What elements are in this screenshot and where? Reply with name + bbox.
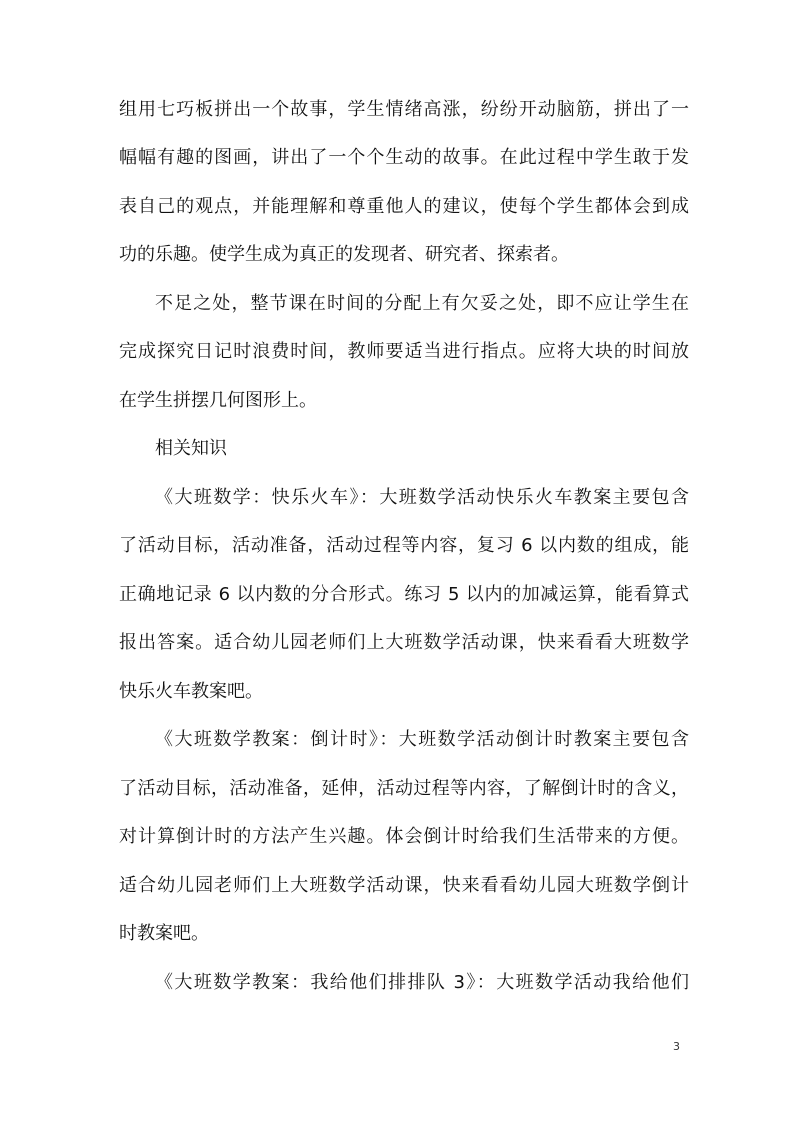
paragraph-line: 组用七巧板拼出一个故事，学生情绪高涨，纷纷开动脑筋，拼出了一: [119, 99, 689, 120]
page-number: 3: [673, 1040, 680, 1053]
paragraph-line: 时教案吧。: [119, 923, 209, 944]
paragraph-line: 不足之处，整节课在时间的分配上有欠妥之处，即不应让学生在: [155, 293, 689, 314]
paragraph-line: 了活动目标，活动准备，延伸，活动过程等内容，了解倒计时的含义，: [119, 778, 689, 799]
section-heading: 相关知识: [155, 438, 227, 459]
paragraph-line: 表自己的观点，并能理解和尊重他人的建议，使每个学生都体会到成: [119, 196, 689, 217]
paragraph-line: 在学生拼摆几何图形上。: [119, 390, 317, 411]
paragraph-line: 适合幼儿园老师们上大班数学活动课，快来看看幼儿园大班数学倒计: [119, 875, 689, 896]
paragraph-line: 正确地记录 6 以内数的分合形式。练习 5 以内的加减运算，能看算式: [119, 584, 689, 605]
paragraph-line: 了活动目标，活动准备，活动过程等内容，复习 6 以内数的组成，能: [119, 535, 689, 556]
paragraph-line: 快乐火车教案吧。: [119, 681, 263, 702]
paragraph-line: 完成探究日记时浪费时间，教师要适当进行指点。应将大块的时间放: [119, 341, 689, 362]
paragraph-line: 《大班数学教案：倒计时》：大班数学活动倒计时教案主要包含: [155, 729, 689, 750]
paragraph-line: 报出答案。适合幼儿园老师们上大班数学活动课，快来看看大班数学: [119, 632, 689, 653]
paragraph-line: 对计算倒计时的方法产生兴趣。体会倒计时给我们生活带来的方便。: [119, 826, 689, 847]
paragraph-line: 《大班数学：快乐火车》：大班数学活动快乐火车教案主要包含: [155, 487, 689, 508]
paragraph-line: 《大班数学教案：我给他们排排队 3》：大班数学活动我给他们: [155, 972, 689, 993]
paragraph-line: 幅幅有趣的图画，讲出了一个个生动的故事。在此过程中学生敢于发: [119, 147, 689, 168]
paragraph-line: 功的乐趣。使学生成为真正的发现者、研究者、探索者。: [119, 244, 569, 265]
